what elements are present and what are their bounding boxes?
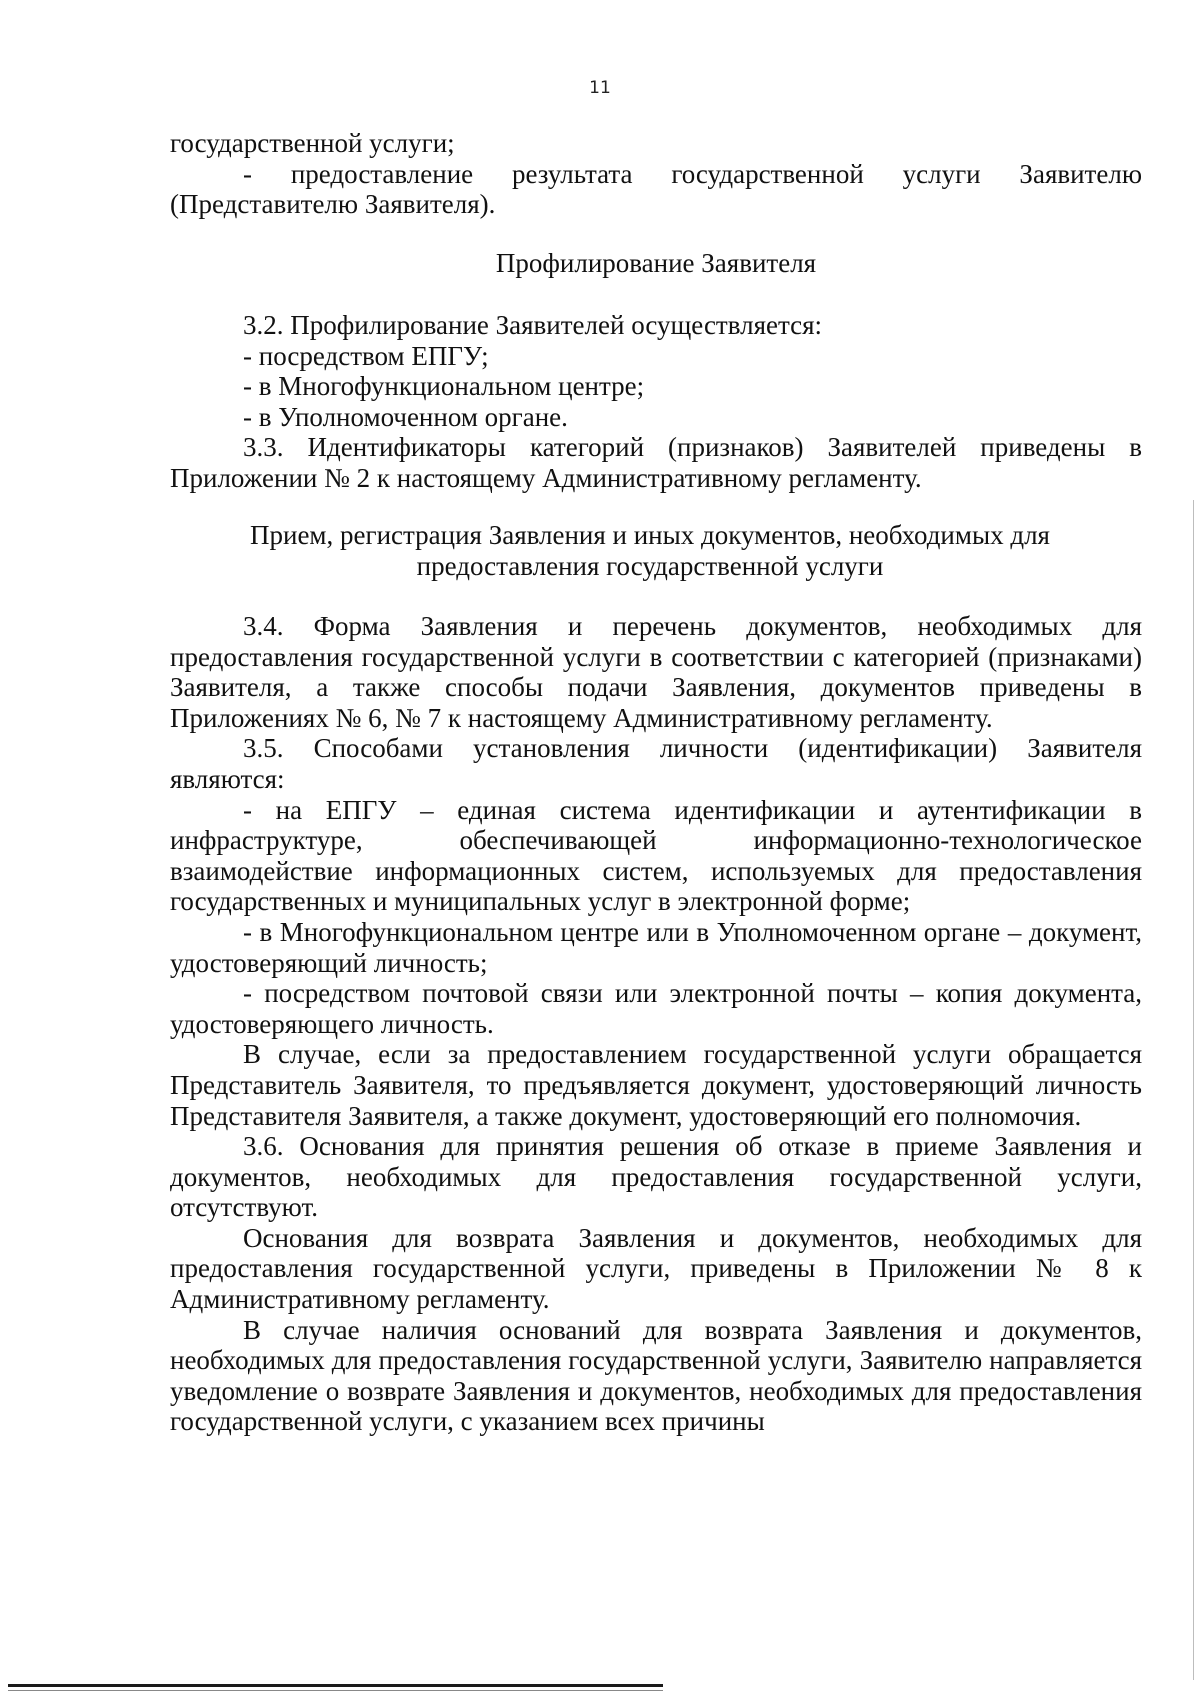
paragraph-service-end: государственной услуги; (170, 128, 455, 158)
paragraph-return-grounds: Основания для возврата Заявления и документов, необходимых для предоставления государственной услуги, приведены в Приложении № 8 к Административному регламенту. (170, 1222, 1142, 1315)
paragraph-result-delivery: - предоставление результата государственной услуги Заявителю (Представителю Заявителя). (170, 158, 1142, 220)
paragraph-return-notice: В случае наличия оснований для возврата Заявления и документов, необходимых для предоставления государственной услуги, Заявителю направляется уведомление о возврате Заявления и документов, необходимых для предоставления государственной услуги, с указанием всех причины (170, 1314, 1142, 1437)
list-item-mfc-document: - в Многофункциональном центре или в Уполномоченном органе – документ, удостоверяющий личность; (170, 916, 1142, 978)
scan-bottom-rule (8, 1684, 663, 1687)
list-item-authorized-body: - в Уполномоченном органе. (243, 401, 568, 432)
paragraph-3-5: 3.5. Способами установления личности (идентификации) Заявителя являются: (170, 733, 1142, 794)
document-body-profiling (170, 310, 1142, 494)
list-item-epgu-identification: - на ЕПГУ – единая система идентификации и аутентификации в инфраструктуре, обеспечивающей информационно-технологическое взаимодействие информационных систем, используемых для предоставления государственных и муниципальных услуг в электронной форме; (170, 794, 1142, 917)
document-body-top (170, 128, 1142, 220)
scan-right-edge-line (1193, 500, 1194, 1680)
list-item-postal-copy: - посредством почтовой связи или электронной почты – копия документа, удостоверяющего личность. (170, 978, 1142, 1039)
paragraph-3-2: 3.2. Профилирование Заявителей осуществляется: (243, 310, 823, 340)
section-heading-profiling: Профилирование Заявителя (495, 248, 817, 278)
section-heading-profiling-wrap (170, 248, 1142, 279)
paragraph-3-4: 3.4. Форма Заявления и перечень документов, необходимых для предоставления государственной услуги в соответствии с категорией (признаками) Заявителя, а также способы подачи Заявления, документов приведены в Приложениях № 6, № 7 к настоящему Административному регламенту. (170, 611, 1142, 733)
page-number: 11 (589, 78, 611, 98)
list-item-mfc: - в Многофункциональном центре; (243, 371, 645, 402)
section-heading-reception: Прием, регистрация Заявления и иных документов, необходимых для предоставления государственной услуги (250, 520, 1050, 581)
list-item-epgu: - посредством ЕПГУ; (243, 340, 489, 371)
document-body-reception (170, 611, 1142, 1437)
paragraph-3-6: 3.6. Основания для принятия решения об отказе в приеме Заявления и документов, необходимых для предоставления государственной услуги, отсутствуют. (170, 1131, 1142, 1223)
section-heading-reception-wrap (250, 520, 1050, 581)
paragraph-representative: В случае, если за предоставлением государственной услуги обращается Представитель Заявителя, то предъявляется документ, удостоверяющий личность Представителя Заявителя, а также документ, удостоверяющий его полномочия. (170, 1039, 1142, 1131)
paragraph-3-3: 3.3. Идентификаторы категорий (признаков) Заявителей приведены в Приложении № 2 к настоящему Административному регламенту. (170, 432, 1142, 493)
scan-bottom-rule-thin (8, 1690, 663, 1691)
